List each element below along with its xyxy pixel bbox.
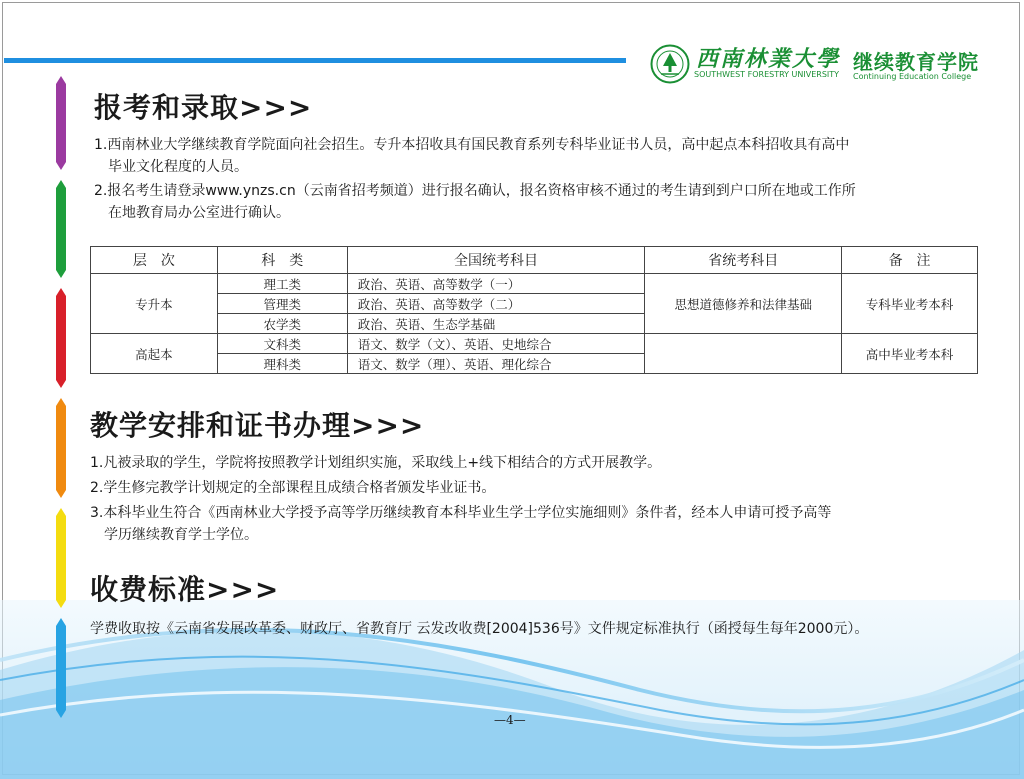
marker-green — [56, 180, 66, 278]
marker-blue — [56, 618, 66, 718]
teaching-item-2: 2.学生修完教学计划规定的全部课程且成绩合格者颁发毕业证书。 — [90, 480, 496, 496]
section-title-fees: 收费标准>>> — [90, 573, 280, 606]
section-title-admission: 报考和录取>>> — [94, 91, 313, 124]
table-row — [91, 274, 978, 294]
page-number: —4— — [494, 713, 526, 727]
category-cell: 管理类 — [217, 294, 347, 314]
category-cell: 文科类 — [217, 334, 347, 354]
table-row — [91, 334, 978, 354]
marker-orange — [56, 398, 66, 498]
table-header-row — [91, 247, 978, 274]
header-rule — [4, 58, 626, 63]
level-cell: 高起本 — [91, 334, 218, 374]
header-national-subjects: 全国统考科目 — [347, 247, 645, 274]
exam-subjects-table — [90, 246, 978, 374]
notes-cell: 高中毕业考本科 — [842, 334, 978, 374]
subjects-cell: 政治、英语、生态学基础 — [347, 314, 645, 334]
notes-cell: 专科毕业考本科 — [842, 274, 978, 334]
marker-purple — [56, 76, 66, 170]
provincial-cell-empty — [645, 334, 842, 374]
section-title-teaching: 教学安排和证书办理>>> — [90, 409, 425, 442]
fees-item-1: 学费收取按《云南省发展改革委、财政厅、省教育厅 云发改收费[2004]536号》文件规定标准执行（函授每生每年2000元）。 — [90, 621, 869, 637]
header-notes: 备 注 — [842, 247, 978, 274]
header-category: 科 类 — [217, 247, 347, 274]
college-name-cn: 继续教育学院 — [853, 50, 979, 74]
admission-item-2 — [94, 180, 856, 224]
college-name-en: Continuing Education College — [853, 72, 972, 81]
admission-item-1-line1: 1.西南林业大学继续教育学院面向社会招生。专升本招收具有国民教育系列专科毕业证书人员，高中起点本科招收具有高中 — [94, 137, 850, 153]
admission-item-2-line2: 在地教育局办公室进行确认。 — [108, 205, 290, 221]
subjects-cell: 政治、英语、高等数学（一） — [347, 274, 645, 294]
provincial-cell: 思想道德修养和法律基础 — [645, 274, 842, 334]
marker-yellow — [56, 508, 66, 608]
teaching-item-3-line2: 学历继续教育学士学位。 — [104, 527, 258, 543]
subjects-cell: 政治、英语、高等数学（二） — [347, 294, 645, 314]
level-cell: 专升本 — [91, 274, 218, 334]
header-level: 层 次 — [91, 247, 218, 274]
admission-item-1 — [94, 134, 849, 178]
admission-item-2-line1: 2.报名考生请登录www.ynzs.cn（云南省招考频道）进行报名确认，报名资格审核不通过的考生请到到户口所在地或工作所 — [94, 183, 856, 199]
university-name-cn: 西南林業大學 — [696, 46, 841, 72]
category-cell: 农学类 — [217, 314, 347, 334]
subjects-cell: 语文、数学（文）、英语、史地综合 — [347, 334, 645, 354]
category-cell: 理工类 — [217, 274, 347, 294]
subjects-cell: 语文、数学（理）、英语、理化综合 — [347, 354, 645, 374]
logo-header — [650, 40, 990, 88]
teaching-item-3 — [90, 502, 831, 546]
university-seal-icon — [650, 44, 690, 84]
marker-red — [56, 288, 66, 388]
teaching-item-1: 1.凡被录取的学生，学院将按照教学计划组织实施，采取线上+线下相结合的方式开展教学。 — [90, 455, 662, 471]
teaching-item-3-line1: 3.本科毕业生符合《西南林业大学授予高等学历继续教育本科毕业生学士学位实施细则》条件者，经本人申请可授予高等 — [90, 505, 832, 521]
admission-item-1-line2: 毕业文化程度的人员。 — [108, 159, 248, 175]
university-name-en: SOUTHWEST FORESTRY UNIVERSITY — [694, 70, 840, 79]
header-provincial-subjects: 省统考科目 — [645, 247, 842, 274]
category-cell: 理科类 — [217, 354, 347, 374]
